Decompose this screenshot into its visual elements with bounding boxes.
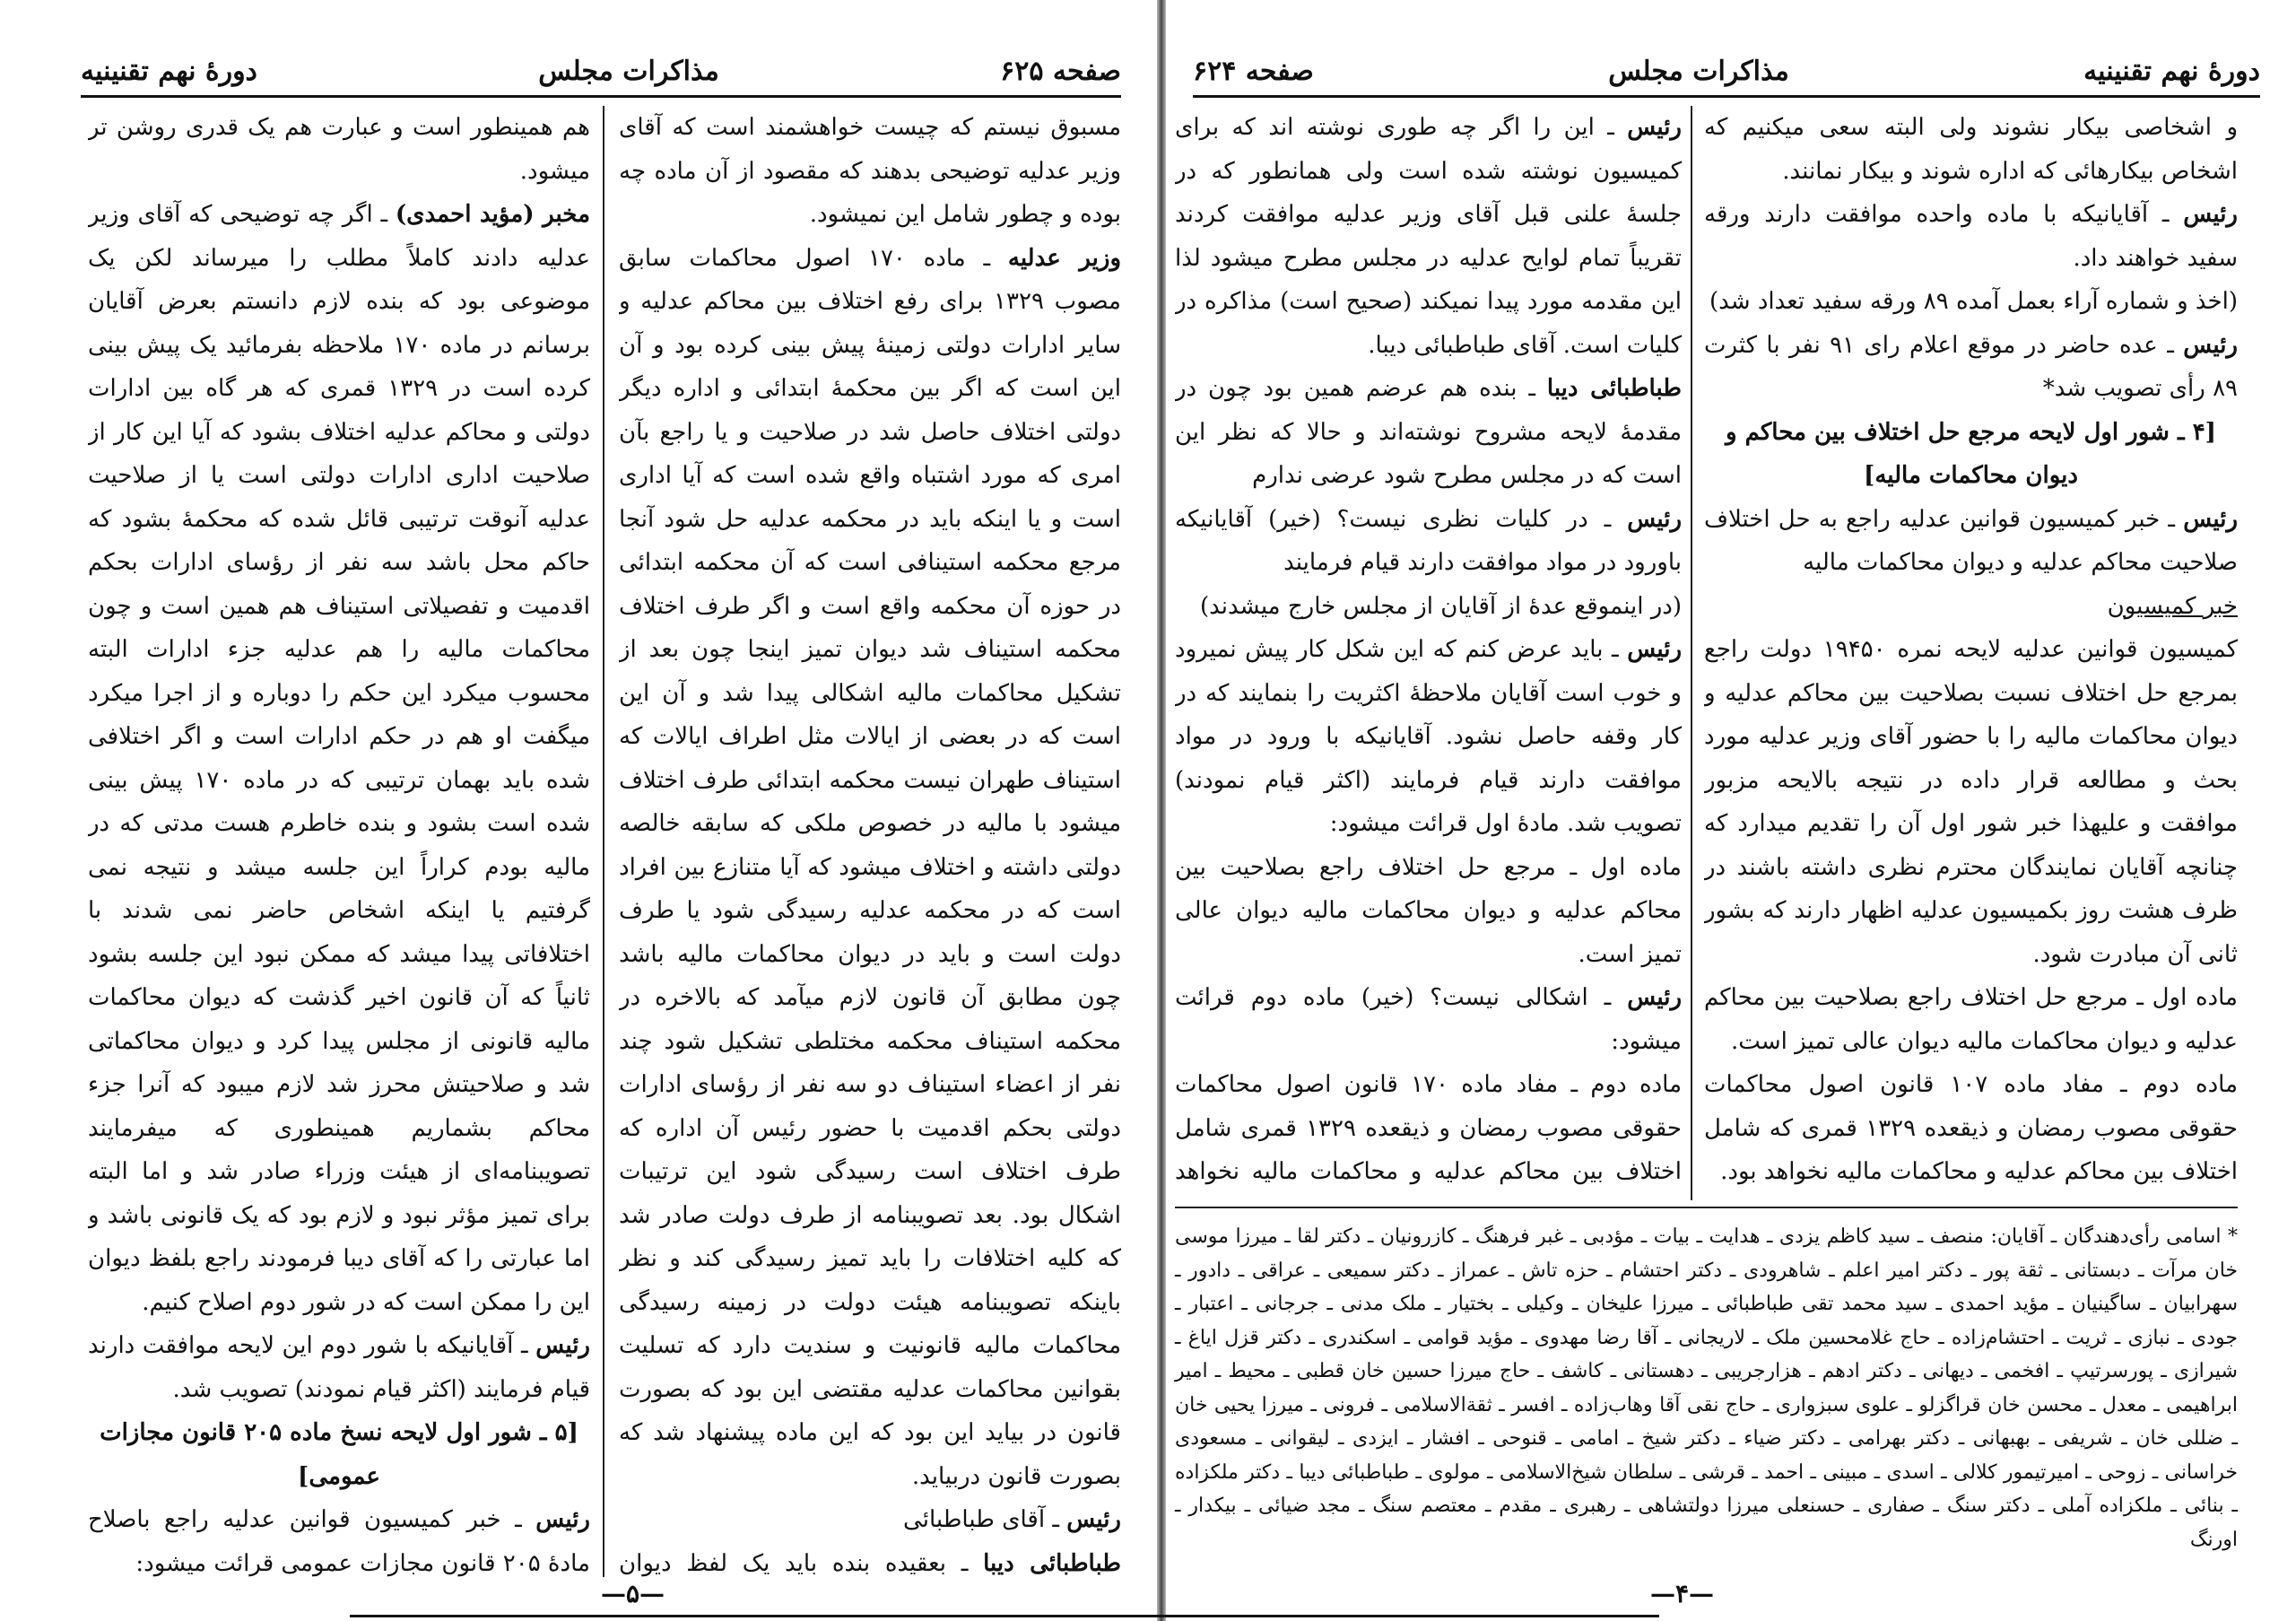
speech-text: ـ در کلیات نظری نیست؟ (خیر) آقایانیکه باورود در مواد موافقت دارند قیام فرمایند — [1175, 505, 1682, 576]
speaker-name: رئیس — [2183, 505, 2238, 533]
speech-text: ـ بنده هم عرضم همین بود چون در مقدمهٔ لایحه مشروح نوشته‌اند و حالا که نظر این است که در مجلس مطرح شود عرضی ندارم — [1175, 375, 1682, 489]
speech-text: ـ ماده ۱۷۰ اصول محاکمات سابق مصوب ۱۳۲۹ برای رفع اختلاف بین محاکم عدلیه و سایر ادارات دولتی زمینهٔ پیش بینی کرده بود و آن این است که اگر بین محکمهٔ ابتدائی و اداره دیگر دولتی اختلاف حاصل شد در صلاحیت و یا راجع بآن امری که مورد اشتباه واقع شده است که آیا اداری است و یا اینکه باید در محکمه عدلیه حل شود آنجا مرجع محکمه استینافی است که آن محکمه ابتدائی در حوزه آن محکمه واقع است و اگر طرف اختلاف محکمه استیناف شد دیوان تمیز اینجا چون بعد از تشکیل محاکمات مالیه اشکالی پیدا شد و آن این است که در بعضی از ایالات مثل اطراف ایالات که استیناف طهران نیست محکمه ابتدائی طرف اختلاف میشود با مالیه در خصوص ملکی که سابقه خالصه دولتی داشته و اختلاف میشود که آیا متنازع بین افراد است که در محکمه عدلیه رسیدگی شود یا طرف دولت است و باید در دیوان محاکمات مالیه باشد چون مطابق آن قانون لازم میآمد که بالاخره در محکمه استیناف محکمه مختلطی تشکیل شود چند نفر از اعضاء استیناف دو سه نفر از رؤسای ادارات دولتی بحکم اقدمیت با حضور رئیس آن اداره که طرف اختلاف است رسیدگی شود این ترتیبات اشکال بود. بعد تصویبنامه از طرف دولت صادر شد که کلیه اختلافات را باید تمیز رسیدگی کند و نظر باینکه تصویبنامه هیئت دولت در زمینه رسیدگی محاکمات مالیه قانونیت و سندیت دارد که تسلیت بقوانین محاکمات عدلیه مقتضی این بود که بصورت قانون در بیاید این بود که این ماده پیشنهاد شد که بصورت قانون دربیاید. — [619, 244, 1121, 1490]
header-rule — [81, 95, 1121, 98]
column-divider — [1691, 106, 1692, 1200]
paragraph: ماده اول ـ مرجع حل اختلاف راجع بصلاحیت بین محاکم عدلیه و دیوان محاکمات مالیه دیوان عالی تمیز است. — [1175, 853, 1682, 968]
paragraph: (اخذ و شماره آراء بعمل آمده ۸۹ ورقه سفید تعداد شد) — [1709, 288, 2238, 315]
paragraph: ماده دوم ـ مفاد ماده ۱۰۷ قانون اصول محاکمات حقوقی مصوب رمضان و ذیقعده ۱۳۲۹ قمری که شامل اختلاف بین محاکم عدلیه و محاکمات مالیه نخواهد بود. — [1704, 1071, 2238, 1185]
speech-paragraph — [1175, 106, 1682, 367]
header-rule — [1193, 95, 2260, 98]
text-column-left — [1175, 106, 1682, 1200]
speech-text: ـ آقایانیکه با شور دوم این لایحه موافقت دارند قیام فرمایند (اکثر قیام نمودند) تصویب شد. — [88, 1332, 590, 1403]
section-heading: [۵ ـ شور اول لایحه نسخ ماده ۲۰۵ قانون مجازات عمومی] — [100, 1419, 578, 1490]
text-column-right — [619, 106, 1121, 1588]
section-heading: [۴ ـ شور اول لایحه مرجع حل اختلاف بین محاکم و دیوان محاکمات مالیه] — [1726, 418, 2216, 489]
text-column-right — [1704, 106, 2238, 1200]
page-label: صفحه ۶۲۵ — [1000, 55, 1121, 87]
speech-paragraph — [1175, 367, 1682, 498]
speech-text: ـ اگر چه توضیحی که آقای وزیر عدلیه دادند کاملاً مطلب را میرساند لکن یک موضوعی بود که بنده لازم دانستم بعرض آقایان برسانم در ماده ۱۷۰ ملاحظه بفرمائید یک پیش بینی کرده است در ۱۳۲۹ قمری که هر گاه بین ادارات دولتی و محاکم عدلیه اختلاف بشود که آیا این کار از صلاحیت اداری ادارات دولتی است یا از صلاحیت عدلیه آنوقت ترتیبی قائل شده که محکمهٔ بشود که حاکم محل باشد سه نفر از رؤسای ادارات بحکم اقدمیت و تفصیلاتی استیناف هم همین است و چون محاکمات مالیه را هم عدلیه جزء ادارات البته محسوب میکرد این حکم را دوباره و از اجرا میکرد میگفت او هم در حکم ادارات است و اگر اختلافی شده باید بهمان ترتیبی که در ماده ۱۷۰ پیش بینی شده است بشود و بنده خاطرم هست مدتی که در مالیه بودم کراراً این جلسه میشد و نتیجه نمی گرفتیم یا اینکه اشخاص حاضر نمی شدند با اختلافاتی پیدا میشد که ممکن نبود این جلسه بشود ثانیاً که آن قانون اخیر گذشت که دیوان محاکمات مالیه قانونی از مجلس پیدا کرد و دیوان محاکماتی شد و صلاحیتش محرز شد لازم میبود که آنرا جزء محاکم بشماریم همینطوری که میفرمایند تصویبنامه‌ای از هیئت وزراء صادر شد و اما البته برای تمیز مؤثر نبود و لازم بود که یک قانونی باشد و اما عبارتی را که آقای دیبا فرمودند راجع بلفظ دیوان این را ممکن است که در شور دوم اصلاح کنیم. — [88, 201, 590, 1316]
speech-paragraph — [88, 1498, 590, 1585]
term-label: دورهٔ نهم تقنینیه — [2083, 55, 2260, 87]
paragraph: ماده دوم ـ مفاد ماده ۱۷۰ قانون اصول محاکمات حقوقی مصوب رمضان و ذیقعده ۱۳۲۹ قمری شامل اختلاف بین محاکم عدلیه و محاکمات مالیه نخواهد — [1175, 1071, 1682, 1185]
speech-paragraph — [619, 237, 1121, 1499]
page-624 — [1166, 0, 2296, 1621]
column-divider — [603, 106, 604, 1577]
subsection-label — [88, 1585, 590, 1588]
text-column-left — [88, 106, 590, 1588]
voters-footnote: * اسامی رأی‌دهندگان ـ آقایان: منصف ـ سید کاظم یزدی ـ هدایت ـ بیات ـ مؤدبی ـ غبر فرهنگ ـ کازرونیان ـ دکتر لقا ـ میرزا موسی خان مرآت ـ دبستانی ـ ثقة پور ـ دکتر امیر اعلم ـ شاهرودی ـ دکتر احتشام ـ حزه تاش ـ عمراز ـ دکتر سمیعی ـ عراقی ـ دادور ـ سهرابیان ـ ساگینیان ـ مؤید احمدی ـ سید محمد تقی طباطبائی ـ میرزا علیخان ـ وکیلی ـ بختیار ـ ملک مدنی ـ جرجانی ـ اعتبار ـ جودی ـ نبازی ـ ثریت ـ احتشام‌زاده ـ حاج غلامحسین ملک ـ لاریجانی ـ آقا رضا مهدوی ـ مؤید قوامی ـ اسکندری ـ دکتر قزل ایاغ ـ شیرازی ـ پورسرتیپ ـ افخمی ـ دیهانی ـ دکتر ادهم ـ هزارجریبی ـ دهستانی ـ کاشف ـ حاج میرزا حسین خان قطبی ـ محیط ـ امیر ابراهیمی ـ معدل ـ محسن خان قراگزلو ـ علوی سبزواری ـ حاج نقی آقا وهاب‌زاده ـ افسر ـ ثقة‌الاسلامی ـ فرونی ـ میرزا یحیی خان ـ ضللی خان ـ شریفی ـ بهبهانی ـ دکتر بهرامی ـ دکتر ضیاء ـ دکتر شیخ ـ امامی ـ قنوحی ـ افشار ـ ایزدی ـ لیقوانی ـ مسعودی خراسانی ـ زوحی ـ امیرتیمور کلالی ـ اسدی ـ مبینی ـ احمد ـ قرشی ـ سلطان شیخ‌الاسلامی ـ مولوی ـ طباطبائی دیبا ـ دکتر ملکزاده ـ بنائی ـ ملکزاده آملی ـ دکتر سنگ ـ صفاری ـ حسنعلی میرزا دولتشاهی ـ رهبری ـ مقدم ـ معتصم سنگ ـ مجد ضیائی ـ بیکدار ـ اورنگ — [1175, 1225, 2238, 1551]
speaker-name: وزیر عدلیه — [1007, 244, 1121, 272]
speech-paragraph — [1175, 628, 1682, 846]
page-label: صفحه ۶۲۴ — [1193, 55, 1314, 87]
speech-paragraph — [88, 193, 590, 1324]
page-number: —۴— — [1650, 1579, 1715, 1608]
paragraph: هم همینطور است و عبارت هم یک قدری روشن تر میشود. — [88, 114, 590, 185]
paragraph: ماده اول ـ مرجع حل اختلاف راجع بصلاحیت بین محاکم عدلیه و دیوان محاکمات مالیه دیوان عالی تمیز است. — [1704, 984, 2238, 1055]
paragraph: کمیسیون قوانین عدلیه لایحه نمره ۱۹۴۵۰ دولت راجع بمرجع حل اختلاف نسبت بصلاحیت بین محاکم عدلیه و دیوان محاکمات مالیه را با حضور آقای وزیر عدلیه مورد بحث و مطالعه قرار داده در نتیجه بالایحه مزبور موافقت و علیهذا خبر شور اول آن را تقدیم میدارد که چنانچه آقایان نمایندگان محترم نظری داشته باشند در ظرف هشت روز بکمیسیون عدلیه اظهار دارند که بشور ثانی آن مبادرت شود. — [1704, 636, 2238, 968]
speaker-name: رئیس — [1627, 114, 1682, 141]
speech-paragraph — [619, 1498, 1121, 1542]
speaker-name: طباطبائی دیبا — [983, 1549, 1121, 1577]
speaker-name: رئیس — [1627, 984, 1682, 1011]
footnote-rule — [1175, 1207, 2238, 1208]
speech-text: ـ باید عرض کنم که این شکل کار پیش نمیرود و خوب است آقایان ملاحظهٔ اکثریت را بنمایند که در کار وقفه حاصل نشود. آقایانیکه با ورود در مواد موافقت دارند قیام فرمایند (اکثر قیام نمودند) تصویب شد. مادهٔ اول قرائت میشود: — [1175, 636, 1682, 837]
speaker-name: رئیس — [1627, 636, 1682, 663]
speaker-name: رئیس — [535, 1332, 590, 1359]
speaker-name: مخبر (مؤید احمدی) — [395, 201, 590, 228]
paragraph: و اشخاصی بیکار نشوند ولی البته سعی میکنیم که اشخاص بیکارهائی که اداره شوند و بیکار نمانند. — [1704, 114, 2238, 185]
bottom-rule — [350, 1615, 1659, 1617]
speech-paragraph — [1175, 498, 1682, 585]
paragraph: مسبوق نیستم که چیست خواهشمند است که آقای وزیر عدلیه توضیحی بدهند که مقصود از آن ماده چه بوده و چطور شامل این نمیشود. — [619, 114, 1121, 228]
journal-title: مذاکرات مجلس — [1608, 55, 1789, 87]
page-header — [81, 48, 1121, 93]
speech-text: ـ خبر کمیسیون قوانین عدلیه راجع باصلاح مادهٔ ۲۰۵ قانون مجازات عمومی قرائت میشود: — [88, 1506, 590, 1577]
speech-paragraph — [619, 1542, 1121, 1589]
book-spine — [1157, 0, 1166, 1621]
speech-text: ـ آقای طباطبائی — [903, 1506, 1059, 1533]
speech-text: ـ خبر کمیسیون قوانین عدلیه راجع به حل اختلاف صلاحیت محاکم عدلیه و دیوان محاکمات مالیه — [1704, 505, 2238, 576]
speech-text: ـ عده حاضر در موقع اعلام رای ۹۱ نفر با کثرت ۸۹ رأی تصویب شد* — [1704, 331, 2238, 402]
speech-paragraph — [1175, 976, 1682, 1063]
paragraph: (در اینموقع عدهٔ از آقایان از مجلس خارج میشدند) — [1199, 592, 1682, 620]
speaker-name: رئیس — [2183, 331, 2238, 359]
speech-text: ـ اشکالی نیست؟ (خیر) ماده دوم قرائت میشود: — [1175, 984, 1682, 1055]
journal-title: مذاکرات مجلس — [538, 55, 719, 87]
speaker-name: رئیس — [1066, 1506, 1121, 1533]
speech-text: ـ آقایانیکه با ماده واحده موافقت دارند ورقه سفید خواهند داد. — [1704, 201, 2238, 272]
speech-paragraph — [1704, 498, 2238, 585]
speaker-name: رئیس — [535, 1506, 590, 1533]
speaker-name: رئیس — [2183, 201, 2238, 228]
term-label: دورهٔ نهم تقنینیه — [81, 55, 257, 87]
page-header — [1193, 48, 2260, 93]
speech-paragraph — [1704, 193, 2238, 280]
speech-text: ـ این را اگر چه طوری نوشته اند که برای کمیسیون نوشته شده است ولی همانطور که در جلسهٔ علنی قبل آقای وزیر عدلیه موافقت کردند تقریباً تمام لوایح عدلیه در مجلس مطرح میشود لذا این مقدمه مورد پیدا نمیکند (صحیح است) مذاکره در کلیات است. آقای طباطبائی دیبا. — [1175, 114, 1682, 359]
page-number: —۵— — [601, 1579, 665, 1608]
speech-paragraph — [1704, 324, 2238, 411]
speaker-name: طباطبائی دیبا — [1546, 375, 1682, 402]
speech-paragraph — [88, 1324, 590, 1411]
speech-text: ـ بعقیده بنده باید یک لفظ دیوان — [619, 1549, 969, 1577]
speaker-name: رئیس — [1627, 505, 1682, 533]
subsection-label: خبر کمیسیون — [2107, 592, 2238, 620]
